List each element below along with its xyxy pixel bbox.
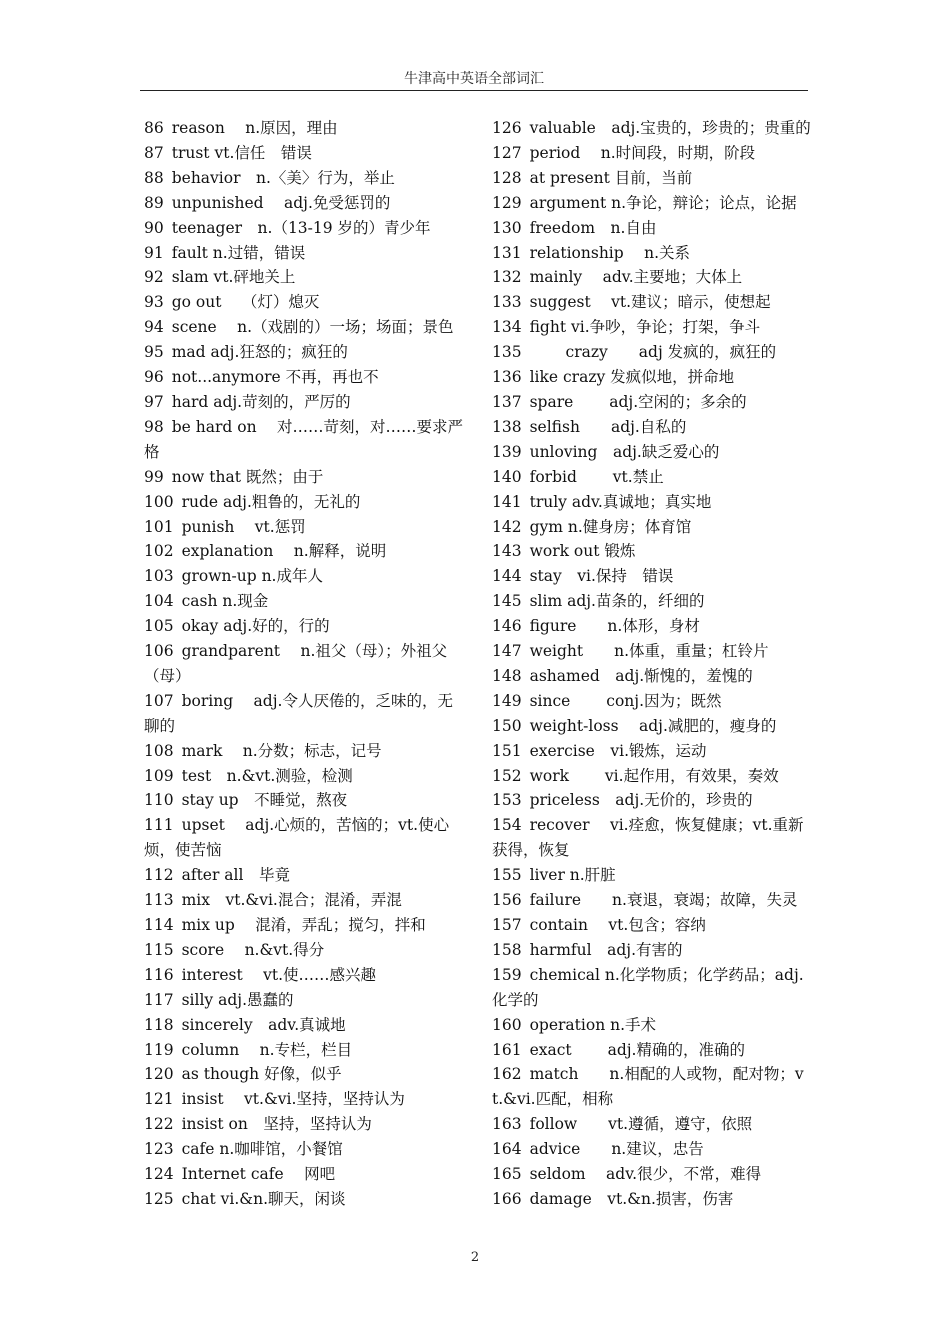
vocab-number: 153 bbox=[492, 791, 522, 810]
vocab-text: not...anymore 不再，再也不 bbox=[171, 368, 379, 387]
vocab-number: 89 bbox=[144, 193, 164, 212]
vocab-text: operation n.手术 bbox=[529, 1015, 657, 1034]
vocab-entry bbox=[492, 290, 810, 315]
vocab-entry bbox=[492, 241, 810, 266]
vocab-entry bbox=[492, 614, 810, 639]
vocab-number: 158 bbox=[492, 940, 522, 959]
vocab-text: trust vt.信任 错误 bbox=[171, 143, 312, 162]
vocab-entry bbox=[144, 515, 464, 540]
vocab-text: silly adj.愚蠢的 bbox=[181, 990, 294, 1009]
vocab-number: 93 bbox=[144, 293, 164, 312]
vocab-entry bbox=[144, 1013, 464, 1038]
vocab-text: slam vt.砰地关上 bbox=[171, 268, 296, 287]
vocab-entry bbox=[144, 290, 464, 315]
vocab-number: 111 bbox=[144, 816, 174, 835]
vocab-number: 157 bbox=[492, 916, 522, 934]
vocab-number: 104 bbox=[144, 592, 174, 611]
vocab-text: exact adj.精确的，准确的 bbox=[529, 1040, 745, 1059]
vocab-entry bbox=[492, 739, 810, 764]
vocab-entry bbox=[492, 938, 810, 963]
vocab-text: fault n.过错，错误 bbox=[171, 243, 306, 262]
vocab-number: 86 bbox=[144, 119, 164, 137]
vocab-number: 150 bbox=[492, 716, 522, 735]
vocab-entry bbox=[492, 639, 810, 664]
vocab-entry bbox=[492, 863, 810, 888]
vocab-number: 141 bbox=[492, 492, 522, 511]
vocab-text: relationship n.关系 bbox=[529, 243, 691, 262]
page-number: 2 bbox=[470, 1250, 480, 1265]
vocab-text: be hard on 对……苛刻，对……要求严格 bbox=[144, 417, 463, 461]
vocab-entry bbox=[144, 241, 464, 266]
right-vocab-column bbox=[492, 116, 810, 1212]
vocab-number: 123 bbox=[144, 1140, 174, 1159]
vocab-number: 112 bbox=[144, 866, 174, 885]
vocab-entry bbox=[144, 1137, 464, 1162]
vocab-text: mix up 混淆，弄乱；搅匀，拌和 bbox=[181, 916, 426, 934]
vocab-number: 88 bbox=[144, 168, 164, 187]
vocab-entry bbox=[144, 564, 464, 589]
vocab-number: 120 bbox=[144, 1065, 174, 1084]
vocab-text: spare adj.空闲的；多余的 bbox=[529, 392, 747, 411]
vocab-entry bbox=[492, 141, 810, 166]
vocab-text: like crazy 发疯似地，拼命地 bbox=[529, 368, 735, 387]
vocab-entry bbox=[144, 888, 464, 913]
vocab-text: crazy adj 发疯的，疯狂的 bbox=[529, 343, 777, 362]
vocab-number: 147 bbox=[492, 642, 522, 661]
vocab-text: fight vi.争吵，争论；打架，争斗 bbox=[529, 318, 761, 337]
vocab-text: chat vi.&n.聊天，闲谈 bbox=[181, 1189, 346, 1208]
vocab-text: go out （灯）熄灭 bbox=[171, 293, 320, 312]
vocab-entry bbox=[144, 390, 464, 415]
vocab-number: 145 bbox=[492, 592, 522, 611]
vocab-entry bbox=[492, 390, 810, 415]
vocab-text: forbid vt.禁止 bbox=[529, 467, 664, 486]
vocab-entry bbox=[492, 1062, 810, 1112]
vocab-text: column n.专栏，栏目 bbox=[181, 1040, 353, 1059]
vocab-number: 137 bbox=[492, 392, 522, 411]
vocab-number: 128 bbox=[492, 168, 522, 187]
vocab-entry bbox=[492, 515, 810, 540]
vocab-number: 139 bbox=[492, 442, 522, 461]
vocab-text: stay up 不睡觉，熬夜 bbox=[181, 791, 348, 810]
vocab-number: 126 bbox=[492, 119, 522, 137]
vocab-number: 114 bbox=[144, 916, 174, 934]
vocab-text: unpunished adj.免受惩罚的 bbox=[171, 193, 391, 212]
vocab-entry bbox=[492, 689, 810, 714]
vocab-text: grandparent n.祖父（母）；外祖父（母） bbox=[144, 642, 448, 685]
vocab-number: 151 bbox=[492, 741, 522, 760]
vocab-entry bbox=[144, 365, 464, 390]
vocab-text: test n.&vt.测验，检测 bbox=[181, 766, 353, 785]
vocab-entry bbox=[144, 813, 464, 863]
vocab-entry bbox=[144, 415, 464, 465]
vocab-text: harmful adj.有害的 bbox=[529, 940, 683, 959]
vocab-entry bbox=[492, 440, 810, 465]
vocab-number: 92 bbox=[144, 268, 164, 287]
vocab-text: at present 目前，当前 bbox=[529, 168, 693, 187]
vocab-number: 166 bbox=[492, 1189, 522, 1208]
vocab-number: 162 bbox=[492, 1065, 522, 1084]
vocab-entry bbox=[492, 539, 810, 564]
vocab-text: gym n.健身房；体育馆 bbox=[529, 517, 692, 536]
vocab-text: advice n.建议，忠告 bbox=[529, 1140, 704, 1159]
vocab-number: 106 bbox=[144, 642, 174, 661]
vocab-text: mix vt.&vi.混合；混淆，弄混 bbox=[181, 891, 402, 910]
vocab-text: insist on 坚持，坚持认为 bbox=[181, 1115, 372, 1134]
vocab-text: period n.时间段，时期，阶段 bbox=[529, 143, 756, 162]
vocab-text: freedom n.自由 bbox=[529, 218, 657, 237]
vocab-number: 156 bbox=[492, 891, 522, 910]
vocab-entry bbox=[144, 764, 464, 789]
vocab-number: 103 bbox=[144, 567, 174, 586]
vocab-entry bbox=[492, 1013, 810, 1038]
vocab-number: 96 bbox=[144, 368, 164, 387]
vocab-text: grown-up n.成年人 bbox=[181, 567, 323, 586]
vocab-entry bbox=[492, 166, 810, 191]
vocab-text: valuable adj.宝贵的，珍贵的；贵重的 bbox=[529, 119, 811, 137]
vocab-text: selfish adj.自私的 bbox=[529, 417, 687, 436]
vocab-text: now that 既然；由于 bbox=[171, 467, 324, 486]
vocab-entry bbox=[492, 888, 810, 913]
vocab-text: boring adj.令人厌倦的，乏味的，无聊的 bbox=[144, 691, 453, 735]
vocab-entry bbox=[492, 788, 810, 813]
vocab-text: argument n.争论，辩论；论点，论据 bbox=[529, 193, 797, 212]
vocab-number: 132 bbox=[492, 268, 522, 287]
vocab-number: 127 bbox=[492, 143, 522, 162]
vocab-entry bbox=[144, 863, 464, 888]
vocab-text: contain vt.包含；容纳 bbox=[529, 916, 706, 934]
vocab-entry bbox=[492, 564, 810, 589]
vocab-number: 133 bbox=[492, 293, 522, 312]
vocab-number: 155 bbox=[492, 866, 522, 885]
vocab-number: 105 bbox=[144, 617, 174, 636]
vocab-entry bbox=[144, 1112, 464, 1137]
vocab-number: 163 bbox=[492, 1115, 522, 1134]
vocab-number: 142 bbox=[492, 517, 522, 536]
vocab-text: weight-loss adj.减肥的，瘦身的 bbox=[529, 716, 777, 735]
vocab-text: liver n.肝脏 bbox=[529, 866, 616, 885]
vocab-number: 149 bbox=[492, 691, 522, 710]
vocab-text: score n.&vt.得分 bbox=[181, 940, 325, 959]
vocab-text: mad adj.狂怒的；疯狂的 bbox=[171, 343, 348, 362]
vocab-text: ashamed adj.惭愧的，羞愧的 bbox=[529, 666, 753, 685]
vocab-text: work vi.起作用，有效果，奏效 bbox=[529, 766, 779, 785]
vocab-text: stay vi.保持 错误 bbox=[529, 567, 674, 586]
vocab-number: 125 bbox=[144, 1189, 174, 1208]
vocab-text: behavior n.〈美〉行为，举止 bbox=[171, 168, 395, 187]
vocab-text: suggest vt.建议；暗示，使想起 bbox=[529, 293, 771, 312]
vocab-text: explanation n.解释，说明 bbox=[181, 542, 387, 561]
vocab-number: 160 bbox=[492, 1015, 522, 1034]
vocab-number: 110 bbox=[144, 791, 174, 810]
vocab-text: reason n.原因，理由 bbox=[171, 119, 338, 137]
vocab-number: 124 bbox=[144, 1165, 174, 1184]
vocab-text: since conj.因为；既然 bbox=[529, 691, 722, 710]
vocab-text: exercise vi.锻炼，运动 bbox=[529, 741, 707, 760]
vocab-entry bbox=[144, 340, 464, 365]
vocab-entry bbox=[144, 614, 464, 639]
vocab-entry bbox=[492, 913, 810, 938]
vocab-text: chemical n.化学物质；化学药品；adj.化学的 bbox=[492, 965, 804, 1009]
vocab-text: work out 锻炼 bbox=[529, 542, 636, 561]
vocab-entry bbox=[492, 589, 810, 614]
vocab-entry bbox=[492, 490, 810, 515]
vocab-text: insist vt.&vi.坚持，坚持认为 bbox=[181, 1090, 405, 1109]
vocab-number: 119 bbox=[144, 1040, 174, 1059]
vocab-number: 107 bbox=[144, 691, 174, 710]
vocab-entry bbox=[144, 913, 464, 938]
vocab-entry bbox=[144, 988, 464, 1013]
vocab-text: mainly adv.主要地；大体上 bbox=[529, 268, 743, 287]
vocab-text: seldom adv.很少，不常，难得 bbox=[529, 1165, 762, 1184]
vocab-text: damage vt.&n.损害，伤害 bbox=[529, 1189, 734, 1208]
vocab-entry bbox=[492, 963, 810, 1013]
page-header-title: 牛津高中英语全部词汇 bbox=[404, 71, 544, 87]
vocab-number: 122 bbox=[144, 1115, 174, 1134]
vocab-entry bbox=[492, 116, 810, 141]
vocab-text: truly adv.真诚地；真实地 bbox=[529, 492, 712, 511]
vocab-number: 164 bbox=[492, 1140, 522, 1159]
vocab-number: 99 bbox=[144, 467, 164, 486]
vocab-number: 161 bbox=[492, 1040, 522, 1059]
vocab-entry bbox=[492, 1038, 810, 1063]
vocab-number: 101 bbox=[144, 517, 174, 536]
vocab-text: match n.相配的人或物，配对物；vt.&vi.匹配，相称 bbox=[492, 1065, 804, 1109]
left-vocab-column bbox=[144, 116, 464, 1212]
vocab-text: punish vt.惩罚 bbox=[181, 517, 306, 536]
vocab-text: sincerely adv.真诚地 bbox=[181, 1015, 346, 1034]
vocab-number: 135 bbox=[492, 343, 522, 362]
vocab-number: 138 bbox=[492, 417, 522, 436]
vocab-entry bbox=[492, 365, 810, 390]
vocab-number: 109 bbox=[144, 766, 174, 785]
vocab-entry bbox=[492, 1137, 810, 1162]
vocab-text: priceless adj.无价的，珍贵的 bbox=[529, 791, 753, 810]
vocab-number: 102 bbox=[144, 542, 174, 561]
vocab-number: 130 bbox=[492, 218, 522, 237]
vocab-text: teenager n.（13-19 岁的）青少年 bbox=[171, 218, 431, 237]
vocab-entry bbox=[144, 539, 464, 564]
vocab-number: 87 bbox=[144, 143, 164, 162]
vocab-entry bbox=[144, 191, 464, 216]
vocab-entry bbox=[144, 315, 464, 340]
vocab-number: 146 bbox=[492, 617, 522, 636]
vocab-entry bbox=[144, 1187, 464, 1212]
vocab-number: 129 bbox=[492, 193, 522, 212]
vocab-number: 100 bbox=[144, 492, 174, 511]
header-rule bbox=[140, 90, 808, 91]
vocab-number: 143 bbox=[492, 542, 522, 561]
vocab-text: follow vt.遵循，遵守，依照 bbox=[529, 1115, 753, 1134]
vocab-number: 154 bbox=[492, 816, 522, 835]
vocab-number: 121 bbox=[144, 1090, 174, 1109]
vocab-number: 159 bbox=[492, 965, 522, 984]
vocab-entry bbox=[492, 714, 810, 739]
vocab-number: 118 bbox=[144, 1015, 174, 1034]
vocab-text: recover vi.痊愈，恢复健康；vt.重新获得，恢复 bbox=[492, 816, 804, 860]
vocab-entry bbox=[144, 938, 464, 963]
vocab-entry bbox=[492, 664, 810, 689]
vocab-entry bbox=[492, 813, 810, 863]
vocab-entry bbox=[144, 490, 464, 515]
vocab-text: weight n.体重，重量；杠铃片 bbox=[529, 642, 769, 661]
vocab-entry bbox=[492, 764, 810, 789]
vocab-entry bbox=[144, 589, 464, 614]
vocab-entry bbox=[492, 1162, 810, 1187]
vocab-entry bbox=[144, 216, 464, 241]
vocab-text: upset adj.心烦的，苦恼的；vt.使心烦，使苦恼 bbox=[144, 816, 450, 860]
vocab-text: as though 好像，似乎 bbox=[181, 1065, 342, 1084]
vocab-text: mark n.分数；标志，记号 bbox=[181, 741, 382, 760]
vocab-entry bbox=[492, 265, 810, 290]
vocab-number: 97 bbox=[144, 392, 164, 411]
vocab-text: unloving adj.缺乏爱心的 bbox=[529, 442, 720, 461]
vocab-entry bbox=[144, 1038, 464, 1063]
vocab-text: Internet cafe 网吧 bbox=[181, 1165, 336, 1184]
vocab-entry bbox=[144, 739, 464, 764]
vocab-entry bbox=[144, 166, 464, 191]
vocab-number: 136 bbox=[492, 368, 522, 387]
vocab-entry bbox=[144, 141, 464, 166]
vocab-entry bbox=[144, 1062, 464, 1087]
vocab-number: 140 bbox=[492, 467, 522, 486]
vocab-number: 144 bbox=[492, 567, 522, 586]
vocab-entry bbox=[144, 116, 464, 141]
vocab-text: cafe n.咖啡馆，小餐馆 bbox=[181, 1140, 343, 1159]
vocab-number: 113 bbox=[144, 891, 174, 910]
vocab-entry bbox=[144, 1162, 464, 1187]
vocab-number: 91 bbox=[144, 243, 164, 262]
vocab-entry bbox=[144, 1087, 464, 1112]
vocab-number: 95 bbox=[144, 343, 164, 362]
vocab-entry bbox=[492, 315, 810, 340]
vocab-entry bbox=[492, 1187, 810, 1212]
vocab-text: hard adj.苛刻的，严厉的 bbox=[171, 392, 351, 411]
vocab-number: 152 bbox=[492, 766, 522, 785]
vocab-entry bbox=[492, 415, 810, 440]
vocab-entry bbox=[492, 340, 810, 365]
vocab-number: 90 bbox=[144, 218, 164, 237]
vocab-entry bbox=[492, 191, 810, 216]
vocab-number: 148 bbox=[492, 666, 522, 685]
vocab-number: 134 bbox=[492, 318, 522, 337]
vocab-entry bbox=[144, 788, 464, 813]
vocab-text: after all 毕竟 bbox=[181, 866, 290, 885]
vocab-number: 94 bbox=[144, 318, 164, 337]
vocab-text: rude adj.粗鲁的，无礼的 bbox=[181, 492, 361, 511]
vocab-entry bbox=[144, 265, 464, 290]
vocab-text: interest vt.使……感兴趣 bbox=[181, 965, 377, 984]
vocab-text: figure n.体形，身材 bbox=[529, 617, 700, 636]
vocab-number: 131 bbox=[492, 243, 522, 262]
vocab-entry bbox=[144, 465, 464, 490]
vocab-entry bbox=[144, 639, 464, 689]
vocab-text: scene n.（戏剧的）一场；场面；景色 bbox=[171, 318, 454, 337]
vocab-number: 108 bbox=[144, 741, 174, 760]
vocab-number: 165 bbox=[492, 1165, 522, 1184]
vocab-entry bbox=[492, 216, 810, 241]
vocab-text: slim adj.苗条的，纤细的 bbox=[529, 592, 705, 611]
vocab-text: okay adj.好的，行的 bbox=[181, 617, 330, 636]
vocab-entry bbox=[144, 689, 464, 739]
vocab-text: cash n.现金 bbox=[181, 592, 269, 611]
vocab-number: 117 bbox=[144, 990, 174, 1009]
vocab-number: 116 bbox=[144, 965, 174, 984]
vocab-entry bbox=[144, 963, 464, 988]
vocab-entry bbox=[492, 465, 810, 490]
vocab-number: 98 bbox=[144, 417, 164, 436]
vocab-entry bbox=[492, 1112, 810, 1137]
vocab-number: 115 bbox=[144, 940, 174, 959]
vocab-text: failure n.衰退，衰竭；故障，失灵 bbox=[529, 891, 798, 910]
